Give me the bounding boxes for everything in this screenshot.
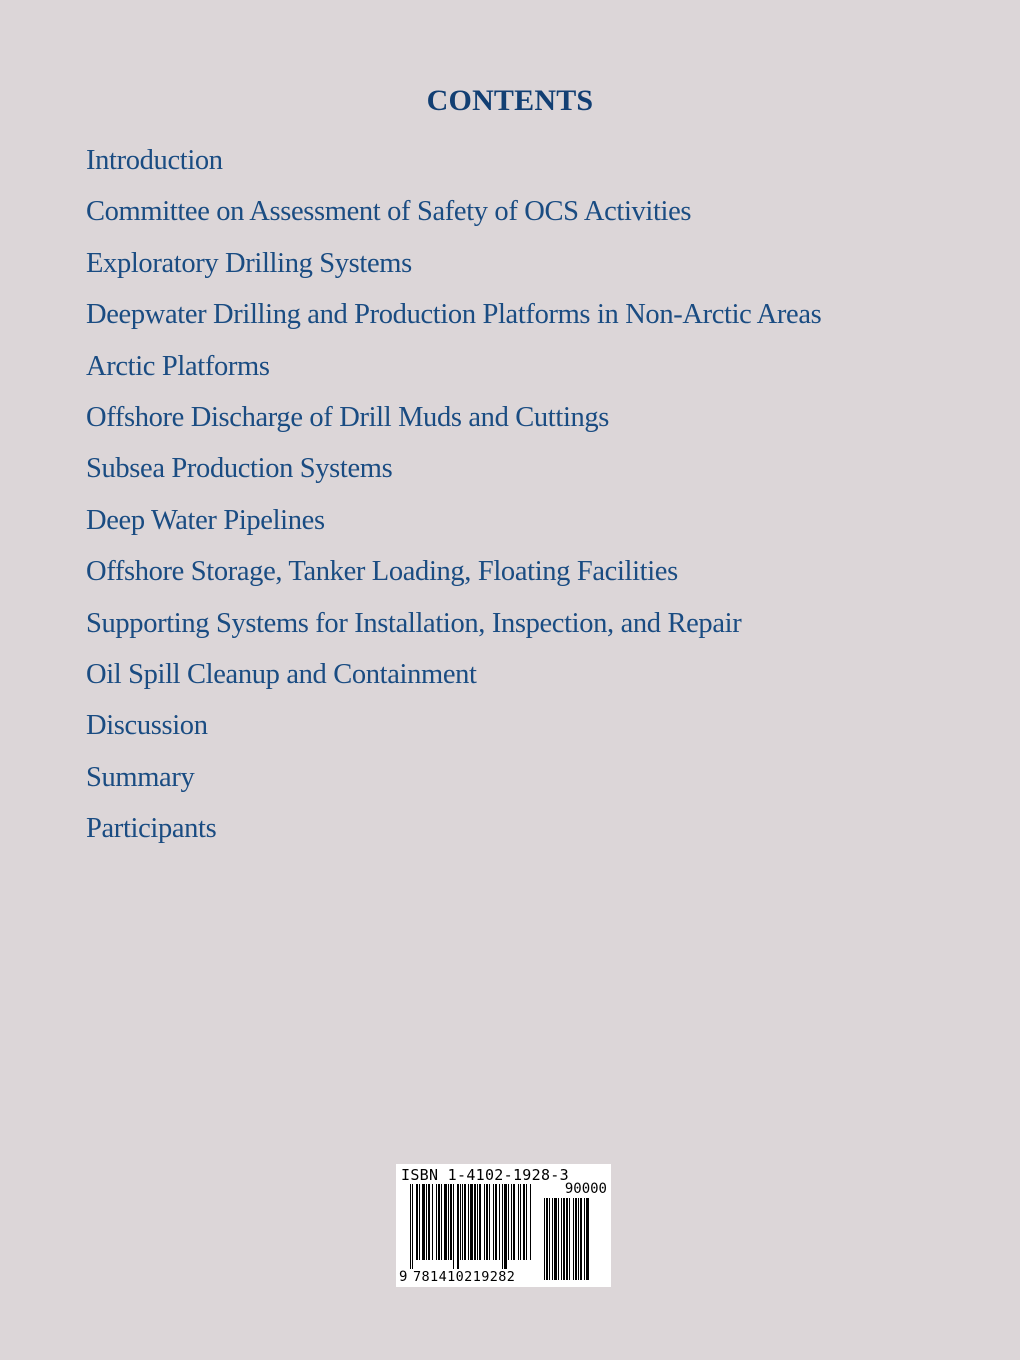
toc-item-supporting-systems: Supporting Systems for Installation, Inspection, and Repair	[86, 607, 742, 639]
toc-item-offshore-discharge: Offshore Discharge of Drill Muds and Cuttings	[86, 401, 610, 433]
isbn-number: ISBN 1-4102-1928-3	[401, 1166, 569, 1184]
barcode-bar	[530, 1184, 531, 1260]
barcode-bar	[578, 1198, 579, 1280]
toc-item-offshore-storage: Offshore Storage, Tanker Loading, Floating Facilities	[86, 556, 678, 588]
contents-title: CONTENTS	[426, 84, 594, 117]
barcode-bar	[438, 1184, 440, 1260]
toc-item-discussion: Discussion	[86, 710, 208, 742]
barcode-bar	[453, 1184, 454, 1269]
barcode-bar	[436, 1184, 437, 1260]
barcode-bar	[573, 1198, 574, 1280]
barcode-bar	[502, 1184, 503, 1269]
barcode-bar	[432, 1184, 433, 1260]
barcode-bar	[511, 1184, 512, 1260]
barcode-bar	[575, 1198, 577, 1280]
barcode-bar	[426, 1184, 427, 1260]
barcode-bar	[444, 1184, 447, 1260]
barcode-bar	[419, 1184, 420, 1260]
barcode-bar	[504, 1184, 507, 1269]
barcode-bar	[513, 1184, 515, 1260]
barcode-bar	[549, 1198, 550, 1280]
barcode-bar	[416, 1184, 418, 1260]
barcode-bar	[584, 1198, 585, 1280]
addon-barcode-bars	[544, 1198, 606, 1280]
barcode-bar	[470, 1184, 473, 1260]
isbn-barcode	[396, 1164, 611, 1287]
barcode-digits: 781410219282	[413, 1269, 516, 1285]
barcode-bar	[523, 1184, 525, 1260]
barcode-bar	[428, 1184, 430, 1260]
barcode-bar	[558, 1198, 559, 1280]
toc-item-oil-spill: Oil Spill Cleanup and Containment	[86, 658, 477, 690]
barcode-bar	[563, 1198, 565, 1280]
barcode-bar	[477, 1184, 478, 1260]
barcode-bar	[468, 1184, 469, 1260]
barcode-bar	[486, 1184, 488, 1260]
barcode-bar	[464, 1184, 466, 1260]
toc-item-deepwater-platforms: Deepwater Drilling and Production Platforms in Non-Arctic Areas	[86, 299, 822, 331]
barcode-bar	[566, 1198, 568, 1280]
barcode-bar	[448, 1184, 449, 1260]
barcode-bar	[520, 1184, 521, 1260]
toc-item-exploratory-drilling: Exploratory Drilling Systems	[86, 247, 412, 279]
barcode-bar	[552, 1198, 553, 1280]
barcode-bar	[489, 1184, 490, 1260]
barcode-bar	[479, 1184, 481, 1260]
toc-item-arctic-platforms: Arctic Platforms	[86, 350, 270, 382]
barcode-bar	[508, 1184, 509, 1260]
barcode-bar	[569, 1198, 570, 1280]
barcode-bar	[422, 1184, 425, 1260]
barcode-bar	[554, 1198, 557, 1280]
toc-item-introduction: Introduction	[86, 145, 223, 176]
ean-barcode-bars	[410, 1184, 534, 1269]
barcode-bar	[526, 1184, 527, 1260]
barcode-bar	[580, 1198, 582, 1280]
toc-item-deep-water-pipelines: Deep Water Pipelines	[86, 504, 325, 536]
barcode-bar	[544, 1198, 545, 1280]
barcode-bar	[586, 1198, 589, 1280]
barcode-bar	[546, 1198, 548, 1280]
barcode-bar	[484, 1184, 485, 1260]
price-code: 90000	[564, 1181, 607, 1197]
barcode-bar	[499, 1184, 500, 1260]
barcode-bar	[495, 1184, 497, 1260]
barcode-bar	[450, 1184, 452, 1260]
table-of-contents	[86, 135, 821, 854]
barcode-bar	[561, 1198, 562, 1280]
toc-item-participants: Participants	[86, 813, 217, 845]
toc-item-committee: Committee on Assessment of Safety of OCS Activities	[86, 196, 692, 228]
toc-item-summary: Summary	[86, 761, 195, 793]
barcode-bar	[460, 1184, 461, 1260]
barcode-bar	[410, 1184, 411, 1269]
barcode-bar	[518, 1184, 519, 1260]
barcode-bar	[493, 1184, 494, 1260]
barcode-bar	[462, 1184, 463, 1260]
barcode-bar	[474, 1184, 476, 1260]
barcode-bar	[457, 1184, 459, 1269]
barcode-bar	[441, 1184, 442, 1260]
toc-item-subsea-production: Subsea Production Systems	[86, 453, 393, 485]
barcode-lead-digit: 9	[399, 1269, 408, 1285]
barcode-bar	[412, 1184, 413, 1269]
